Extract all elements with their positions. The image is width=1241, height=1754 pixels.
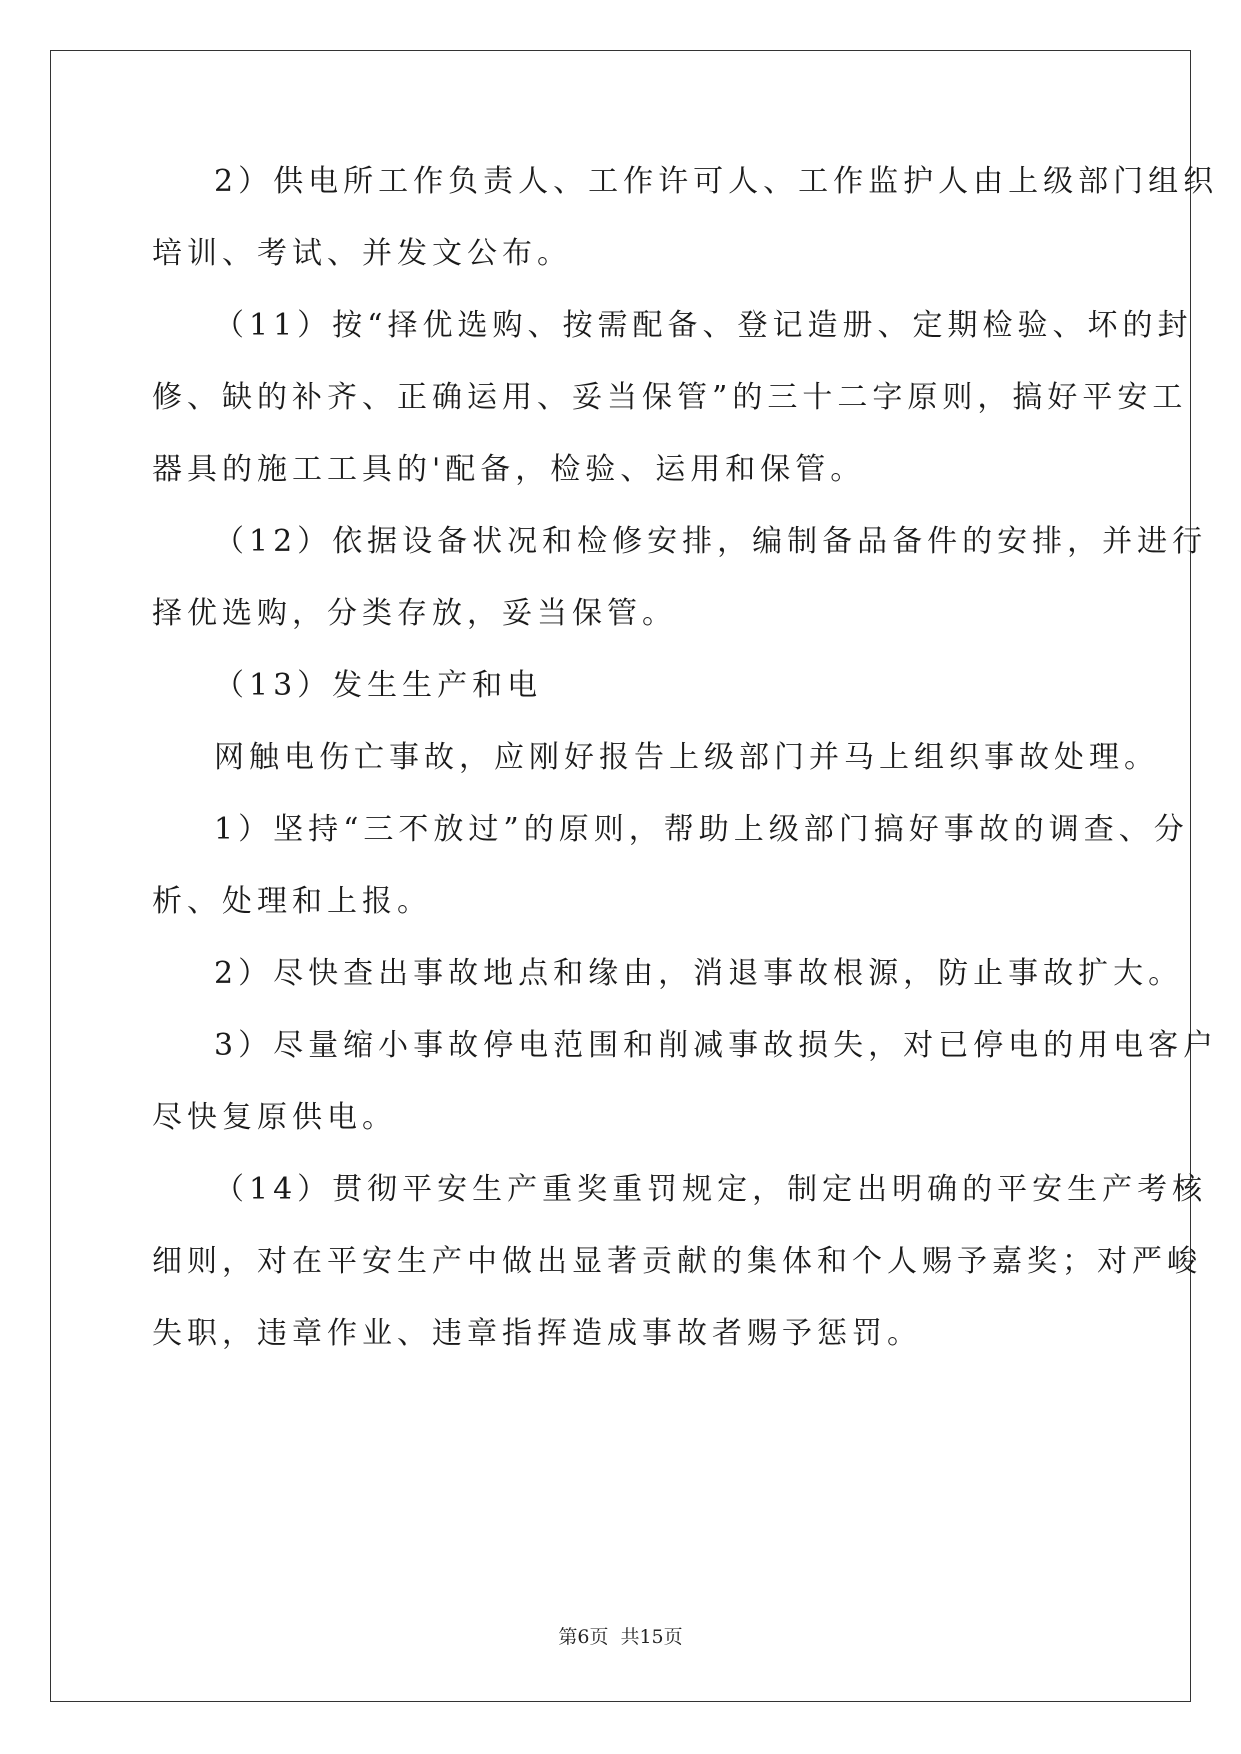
paragraph-5-line-1: 网触电伤亡事故，应刚好报告上级部门并马上组织事故处理。	[214, 740, 1159, 775]
paragraph-2-line-3: 器具的施工工具的'配备，检验、运用和保管。	[152, 452, 866, 487]
paragraph-8-line-2: 尽快复原供电。	[152, 1100, 397, 1135]
paragraph-2-line-2: 修、缺的补齐、正确运用、妥当保管”的三十二字原则，搞好平安工	[152, 380, 1188, 415]
paragraph-1-line-2: 培训、考试、并发文公布。	[152, 236, 572, 271]
page-footer	[0, 1625, 1241, 1649]
paragraph-6-line-1: 1）坚持“三不放过”的原则，帮助上级部门搞好事故的调查、分	[214, 812, 1189, 847]
paragraph-9-line-3: 失职，违章作业、违章指挥造成事故者赐予惩罚。	[152, 1316, 922, 1351]
paragraph-4-line-1: （13）发生生产和电	[214, 668, 543, 703]
page-number: 第6页	[558, 1626, 609, 1648]
paragraph-6-line-2: 析、处理和上报。	[152, 884, 432, 919]
page-border	[50, 50, 1219, 1702]
paragraph-8-line-1: 3）尽量缩小事故停电范围和削减事故损失，对已停电的用电客户	[214, 1028, 1219, 1063]
paragraph-7-line-1: 2）尽快查出事故地点和缘由，消退事故根源，防止事故扩大。	[214, 956, 1184, 991]
paragraph-2-line-1: （11）按“择优选购、按需配备、登记造册、定期检验、坏的封	[214, 308, 1193, 343]
paragraph-9-line-2: 细则，对在平安生产中做出显著贡献的集体和个人赐予嘉奖；对严峻	[152, 1244, 1202, 1279]
paragraph-3-line-2: 择优选购，分类存放，妥当保管。	[152, 596, 677, 631]
paragraph-9-line-1: （14）贯彻平安生产重奖重罚规定，制定出明确的平安生产考核	[214, 1172, 1208, 1207]
total-pages: 共15页	[620, 1626, 683, 1648]
paragraph-3-line-1: （12）依据设备状况和检修安排，编制备品备件的安排，并进行	[214, 524, 1208, 559]
paragraph-1-line-1: 2）供电所工作负责人、工作许可人、工作监护人由上级部门组织	[214, 164, 1219, 199]
